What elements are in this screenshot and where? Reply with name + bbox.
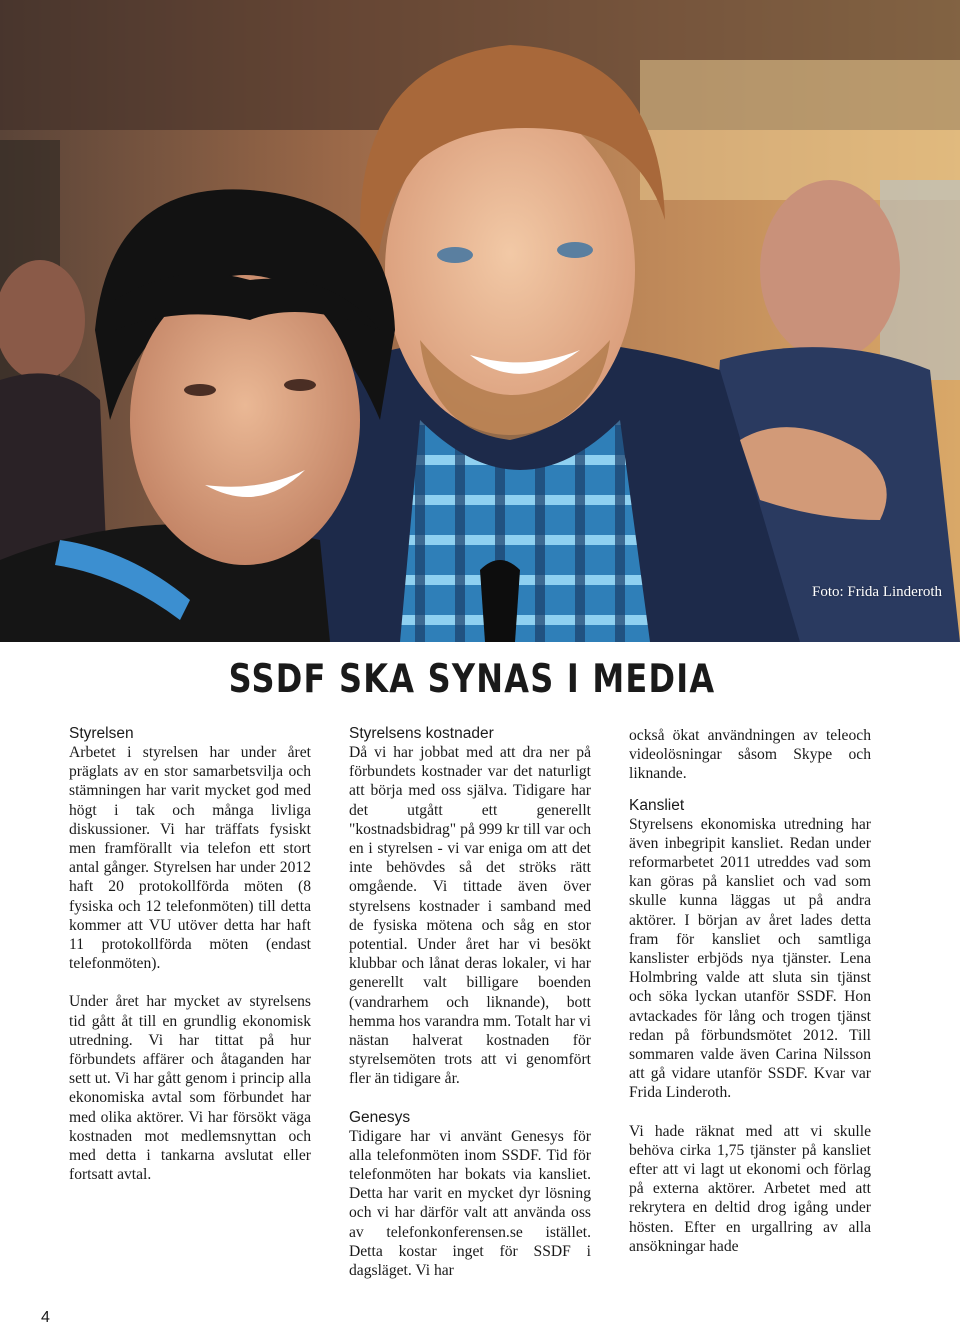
paragraph: Styrelsens ekonomiska utredning har även inbegripit kansliet. Redan under reformarbetet 2011 utreddes vad som kan göras på kansliet och vad som skulle kunna läggas ut på andra aktörer. I början av året lades detta fram för kansliet och samtliga kanslister erbjöds nya tjänster. Lena Holmbring valde att sluta sin tjänst och söka lyckan utanför SSDF. Hon avtackades för lång och trogen tjänst redan på förbundsmötet 2012. Till sommaren valde även Carina Nilsson att gå vidare utanför SSDF. Kvar var Frida Linderoth. (629, 815, 871, 1102)
section-heading-kansliet: Kansliet (629, 796, 685, 814)
photo-illustration (0, 0, 960, 642)
paragraph: Under året har mycket av styrelsens tid gått åt till en grundlig ekonomisk utredning. Vi har tittat på hur förbundets affärer och åtaganden har sett ut. Vi har gått genom i princip alla ekonomiska avtal som förbundet har med olika aktörer. Vi har försökt väga kostnaden mot medlemsnyttan och med detta i tankarna avslutat eller fortsatt avtal. (69, 993, 311, 1184)
paragraph: också ökat användningen av teleoch videolösningar såsom Skype och liknande. (629, 727, 871, 783)
paragraph: Arbetet i styrelsen har under året präglats av en stor samarbetsvilja och stämningen har varit mycket god med högt i tak och många livliga diskussioner. Vi har träffats fysiskt men framförallt via telefon ett stort antal gånger. Styrelsen har under 2012 haft 20 protokollförda möten (8 fysiska och 12 telefonmöten) till detta kommer att VU utöver detta har haft 11 protokollförda möten (endast telefonmöten). (69, 744, 311, 973)
column-3 (629, 726, 871, 1256)
column-1 (69, 724, 311, 1184)
paragraph: Tidigare har vi använt Genesys för alla telefonmöten inom SSDF. Tid för telefonmöten har bokats via kansliet. Detta har varit en mycket dyr lösning och vi har därför valt att använda oss av telefonkonferensen.se istället. Detta kostar inget för SSDF i dagsläget. Vi har (349, 1127, 591, 1280)
article-headline: SSDF SKA SYNAS I MEDIA (228, 657, 716, 702)
column-2 (349, 724, 591, 1280)
photo-credit: Foto: Frida Linderoth (812, 584, 942, 600)
page-number: 4 (41, 1309, 50, 1326)
paragraph: Då vi har jobbat med att dra ner på förbundets kostnader var det naturligt att börja med oss själva. Tidigare har det utgått ett generellt "kostnadsbidrag" på 999 kr till var och en i styrelsen - vi var eniga om att det inte behövdes så det ströks rätt omgående. Vi tittade även över styrelsens kostnader i samband med de fysiska mötena och såg en stor potential. Under året har vi besökt klubbar och lånat deras lokaler, vi har generellt valt billigare boenden (vandrarhem och liknande), bott hemma hos varandra mm. Totalt har vi nästan halverat kostnaden för styrelsemöten trots att vi genomfört fler än tidigare år. (349, 744, 591, 1088)
section-heading-styrelsen: Styrelsen (69, 725, 134, 742)
section-heading-styrelsens-kostnader: Styrelsens kostnader (349, 725, 494, 742)
paragraph: Vi hade räknat med att vi skulle behöva cirka 1,75 tjänster på kansliet efter att vi lagt ut ekonomi och förlag på externa aktörer. Arbetet med att rekrytera en deltid drog igång under hösten. Efter en urgallring av alla ansökningar hade (629, 1122, 871, 1255)
section-heading-genesys: Genesys (349, 1108, 411, 1126)
header-photo (0, 0, 960, 642)
